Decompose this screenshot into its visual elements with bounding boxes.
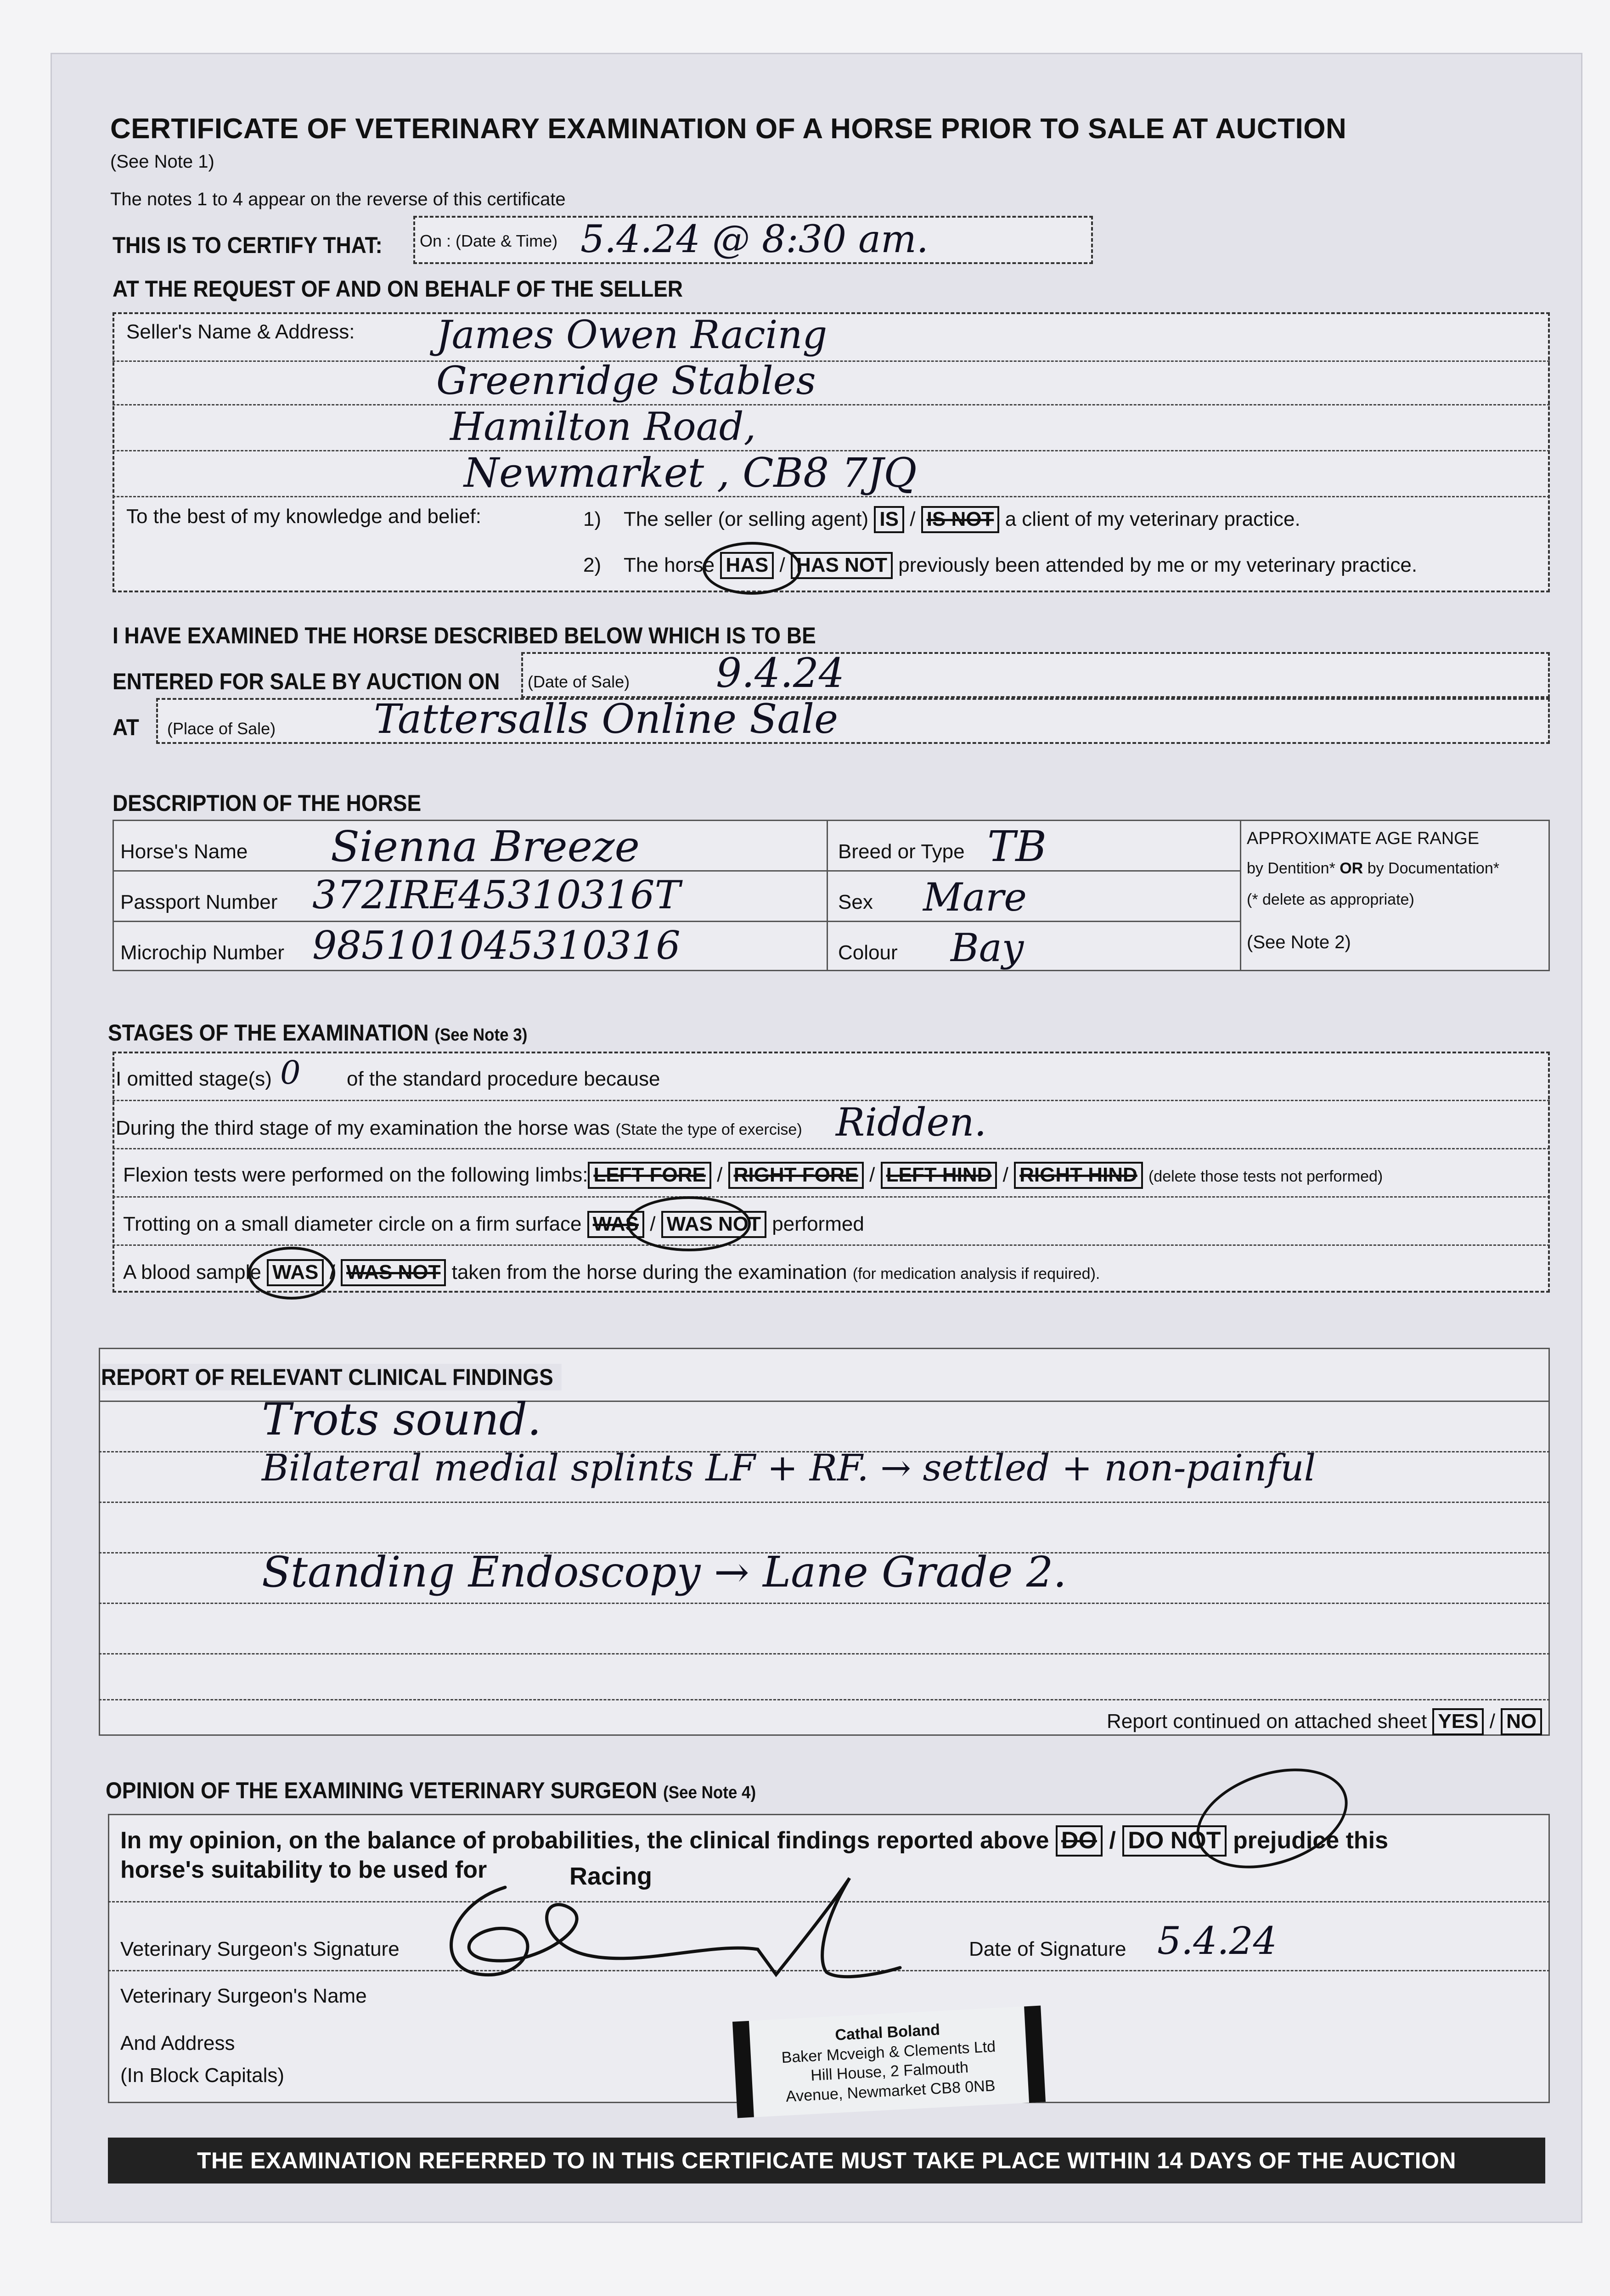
opinion-text-2: horse's suitability to be used for [120,1857,487,1883]
seller-name-label: Seller's Name & Address: [126,321,355,343]
blood-circle-mark [248,1247,335,1300]
seller-statement-1: 1) The seller (or selling agent) IS / IS NOT a client of my veterinary practice. [583,506,1300,533]
passport-label: Passport Number [120,891,278,913]
signature-date-value[interactable]: 5.4.24 [1157,1919,1277,1963]
seller-address-line-4[interactable]: Newmarket , CB8 7JQ [464,449,917,496]
seller-address-line-1[interactable]: James Owen Racing [436,312,828,357]
has-option[interactable]: HAS [720,552,774,579]
microchip-value[interactable]: 985101045310316 [312,923,681,968]
report-heading: REPORT OF RELEVANT CLINICAL FINDINGS [101,1364,562,1390]
opinion-do-option[interactable]: DO [1056,1825,1103,1857]
opinion-do-not-option[interactable]: DO NOT [1122,1825,1226,1857]
omitted-post: of the standard procedure because [347,1068,660,1090]
blood-was-option[interactable]: WAS [267,1259,324,1286]
report-line-3[interactable]: Standing Endoscopy → Lane Grade 2. [262,1548,1067,1597]
continued-no[interactable]: NO [1501,1708,1542,1735]
has-not-option[interactable]: HAS NOT [791,552,893,579]
vet-block-capitals-label: (In Block Capitals) [120,2064,285,2087]
sale-place-label: (Place of Sale) [167,719,276,738]
flexion-row: Flexion tests were performed on the following limbs: LEFT FORE / RIGHT FORE / LEFT HIND / RIGHT HIND (delete those tests not performed) [123,1162,1383,1189]
signature-date-label: Date of Signature [969,1938,1126,1960]
signature-stroke-1 [451,1878,900,1977]
breed-label: Breed or Type [838,840,965,863]
opinion-use-value[interactable]: Racing [569,1863,653,1890]
sale-heading-2: ENTERED FOR SALE BY AUCTION ON [113,669,500,694]
passport-value[interactable]: 372IRE45310316T [312,872,681,917]
sex-value[interactable]: Mare [923,875,1027,920]
see-note-1: (See Note 1) [110,152,214,172]
sale-heading-1: I HAVE EXAMINED THE HORSE DESCRIBED BELOW WHICH IS TO BE [113,623,816,648]
blood-row: A blood sample WAS / WAS NOT taken from the horse during the examination (for medication analysis if required). [123,1259,1100,1286]
report-continued-row: Report continued on attached sheet YES / NO [1107,1708,1542,1735]
flex-left-fore[interactable]: LEFT FORE [588,1162,711,1189]
breed-value[interactable]: TB [987,822,1047,871]
seller-address-line-2[interactable]: Greenridge Stables [436,358,816,403]
omitted-label: I omitted stage(s) [116,1068,272,1090]
age-delete-note: (* delete as appropriate) [1247,891,1414,908]
certificate-title: CERTIFICATE OF VETERINARY EXAMINATION OF A HORSE PRIOR TO SALE AT AUCTION [110,113,1347,145]
sale-date-value: 9.4.24 [716,649,844,697]
opinion-heading: OPINION OF THE EXAMINING VETERINARY SURGEON (See Note 4) [106,1778,756,1803]
third-stage-label: During the third stage of my examination the horse was (State the type of exercise) [116,1117,802,1139]
flex-right-fore[interactable]: RIGHT FORE [728,1162,864,1189]
sex-label: Sex [838,891,873,913]
is-option[interactable]: IS [874,506,904,533]
omitted-value[interactable]: 0 [280,1054,301,1092]
sale-date-label: (Date of Sale) [528,672,630,691]
belief-label: To the best of my knowledge and belief: [126,505,481,528]
seller-heading: AT THE REQUEST OF AND ON BEHALF OF THE SELLER [113,276,683,302]
report-line-1[interactable]: Trots sound. [262,1394,541,1445]
notes-text: The notes 1 to 4 appear on the reverse of this certificate [110,189,566,209]
sale-at-label: AT [113,715,139,740]
trot-row: Trotting on a small diameter circle on a firm surface WAS / WAS NOT performed [123,1211,864,1238]
has-circle-mark [703,542,801,595]
age-method: by Dentition* OR by Documentation* [1247,860,1499,877]
blood-was-not-option[interactable]: WAS NOT [341,1259,446,1286]
colour-label: Colour [838,941,898,964]
is-not-option[interactable]: IS NOT [921,506,1000,533]
seller-statement-2: 2) The horse HAS / HAS NOT previously been attended by me or my veterinary practice. [583,552,1417,579]
horse-name-label: Horse's Name [120,840,248,863]
trot-was-option[interactable]: WAS [587,1211,644,1238]
description-heading: DESCRIPTION OF THE HORSE [113,790,422,816]
report-line-2[interactable]: Bilateral medial splints LF + RF. → settled + non-painful [262,1446,1316,1489]
age-heading: APPROXIMATE AGE RANGE [1247,829,1480,848]
certify-date-value: 5.4.24 @ 8:30 am. [580,218,929,261]
opinion-text-1: In my opinion, on the balance of probabilities, the clinical findings reported above DO / DO NOT prejudice this [120,1825,1388,1857]
stages-heading: STAGES OF THE EXAMINATION (See Note 3) [108,1020,528,1046]
continued-yes[interactable]: YES [1432,1708,1484,1735]
third-stage-value[interactable]: Ridden. [836,1100,987,1145]
flex-left-hind[interactable]: LEFT HIND [881,1162,997,1189]
certify-label: THIS IS TO CERTIFY THAT: [113,232,383,258]
certify-date-field[interactable] [413,216,1093,264]
trot-was-not-option[interactable]: WAS NOT [661,1211,766,1238]
signature-mark [427,1869,909,1988]
sale-place-value: Tattersalls Online Sale [374,695,839,743]
vet-address-label: And Address [120,2032,235,2054]
trot-circle-mark [627,1196,751,1251]
signature-label: Veterinary Surgeon's Signature [120,1938,400,1960]
flex-right-hind[interactable]: RIGHT HIND [1014,1162,1143,1189]
vet-name-label: Veterinary Surgeon's Name [120,1985,367,2007]
microchip-label: Microchip Number [120,941,284,964]
age-see-note: (See Note 2) [1247,932,1351,952]
seller-address-line-3[interactable]: Hamilton Road, [450,404,756,449]
sale-place-field[interactable] [156,695,1550,744]
certify-date-label: On : (Date & Time) [420,231,558,250]
sale-date-field[interactable] [521,649,1550,698]
footer-banner: THE EXAMINATION REFERRED TO IN THIS CERTIFICATE MUST TAKE PLACE WITHIN 14 DAYS OF THE AUCTION [108,2138,1545,2183]
vet-practice-stamp: Cathal Boland Baker Mcveigh & Clements Ltd Hill House, 2 Falmouth Avenue, Newmarket CB8 0NB [732,2006,1046,2118]
colour-value[interactable]: Bay [951,925,1024,970]
horse-name-value[interactable]: Sienna Breeze [331,822,640,871]
